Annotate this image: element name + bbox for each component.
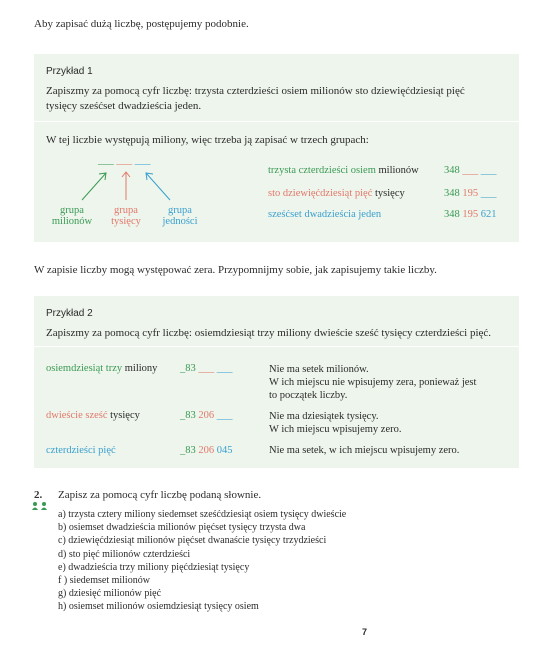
task-item: h) osiemset milionów osiemdziesiąt tysięcy osiem	[58, 601, 259, 613]
example-1-title: Przykład 1	[46, 66, 93, 77]
group-blanks: ___ ___ ___	[98, 155, 151, 166]
task-item: c) dziewięćdziesiąt milionów pięćset dwanaście tysięcy trzydzieści	[58, 535, 327, 547]
group-label-jednosci: grupa jedności	[162, 205, 198, 227]
ex1-row-2: sto dziewięćdziesiąt pięć tysięcy	[268, 188, 405, 199]
task-item: a) trzysta cztery miliony siedemset sześćdziesiąt osiem tysięcy dwieście	[58, 509, 347, 520]
example-1-note: W tej liczbie występują miliony, więc trzeba ją zapisać w trzech grupach:	[46, 134, 369, 146]
group-arrows	[70, 168, 180, 208]
arrow-jednosci	[146, 173, 170, 200]
arrow-tysiecy	[122, 172, 130, 200]
ex2-row-3-digits: _83 206 045	[180, 445, 233, 456]
ex1-row-1: trzysta czterdzieści osiem milionów	[268, 165, 419, 176]
task-item: d) sto pięć milionów czterdzieści	[58, 548, 191, 560]
intro-text: Aby zapisać dużą liczbę, postępujemy podobnie.	[34, 18, 249, 30]
page-number: 7	[362, 627, 368, 637]
example-2-title: Przykład 2	[46, 308, 93, 319]
group-work-icon	[31, 501, 49, 511]
task-item: e) dwadzieścia trzy miliony pięćdziesiąt tysięcy	[58, 561, 250, 573]
task-item: f ) siedemset milionów	[58, 575, 150, 587]
ex2-row-1: osiemdziesiąt trzy miliony	[46, 363, 158, 374]
divider	[34, 346, 519, 347]
ex2-row-2: dwieście sześć tysięcy	[46, 410, 140, 421]
arrow-milions	[82, 173, 106, 200]
middle-text: W zapisie liczby mogą występować zera. Przypomnijmy sobie, jak zapisujemy takie liczby.	[34, 264, 437, 276]
ex1-row-3: sześćset dwadzieścia jeden	[268, 209, 382, 220]
task-number: 2.	[34, 489, 43, 501]
group-label-milionow: grupa milionów	[51, 205, 93, 227]
ex2-row-1-digits: _83 ___ ___	[180, 363, 233, 374]
ex2-row-2-digits: _83 206 ___	[180, 410, 233, 421]
ex2-row-1-explanation: Nie ma setek milionów. W ich miejscu nie wpisujemy zera, ponieważ jest to początek liczby.	[269, 364, 477, 401]
ex1-row-3-digits: 348 195 621	[444, 209, 497, 220]
ex2-row-2-explanation: Nie ma dziesiątek tysięcy. W ich miejscu wpisujemy zero.	[269, 411, 402, 435]
ex1-row-2-digits: 348 195 ___	[444, 188, 497, 199]
example-1-task-line2: tysięcy sześćset dwadzieścia jeden.	[46, 100, 202, 112]
group-label-tysiecy: grupa tysięcy	[111, 205, 141, 227]
ex1-row-1-digits: 348 ___ ___	[444, 165, 497, 176]
example-2-task: Zapiszmy za pomocą cyfr liczbę: osiemdziesiąt trzy miliony dwieście sześć tysięcy czterdzieści pięć.	[46, 327, 492, 339]
example-1-task-line1: Zapiszmy za pomocą cyfr liczbę: trzysta czterdzieści osiem milionów sto dziewięćdziesiąt pięć	[46, 85, 465, 97]
ex2-row-3-explanation: Nie ma setek, w ich miejscu wpisujemy zero.	[269, 445, 460, 456]
task-items	[58, 508, 346, 614]
task-item: g) dziesięć milionów pięć	[58, 588, 162, 600]
task-item: b) osiemset dwadzieścia milionów pięćset tysięcy trzysta dwa	[58, 522, 306, 534]
divider	[34, 121, 519, 122]
task-prompt: Zapisz za pomocą cyfr liczbę podaną słownie.	[58, 489, 262, 501]
ex2-row-3: czterdzieści pięć	[46, 445, 116, 456]
